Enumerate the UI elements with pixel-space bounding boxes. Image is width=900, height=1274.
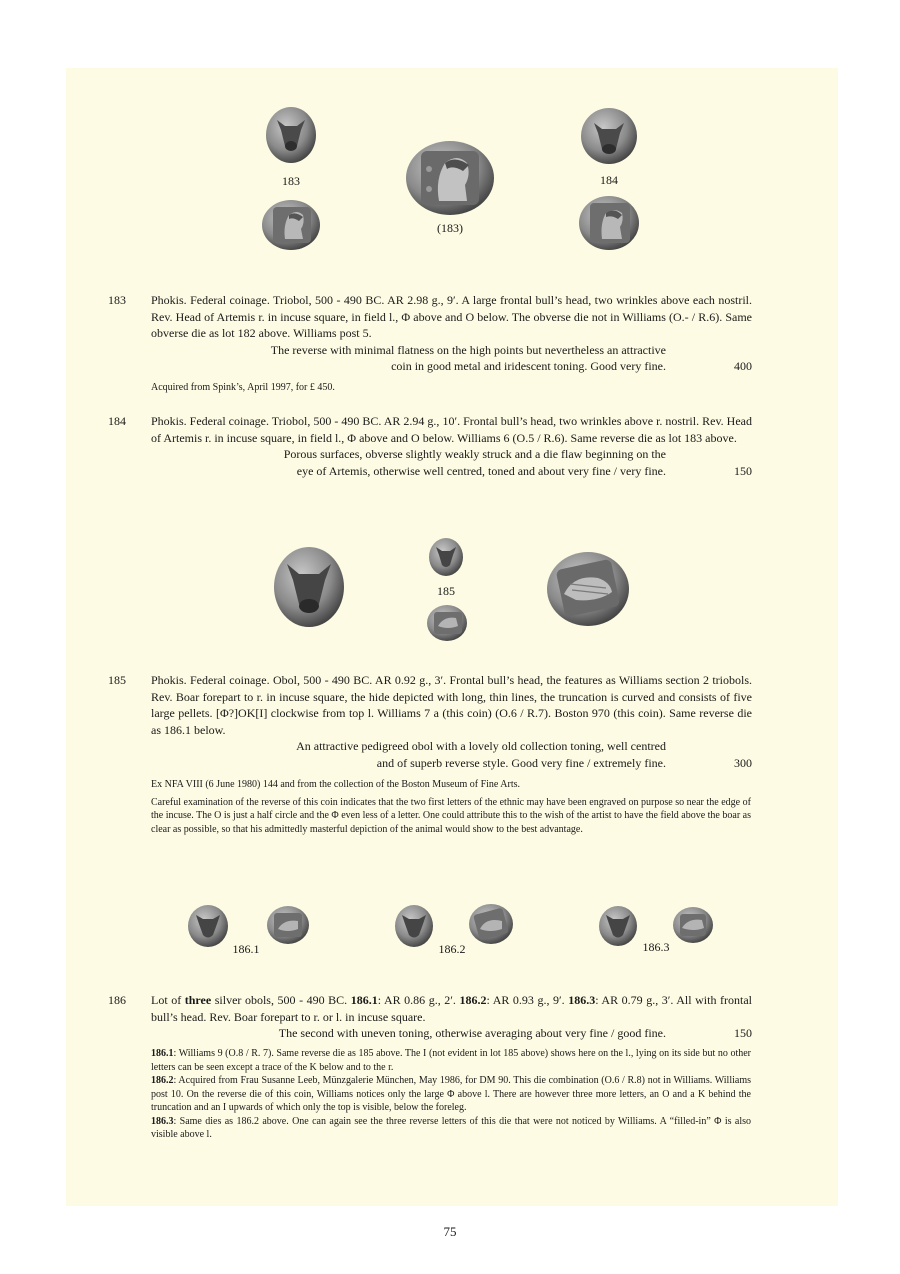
lot-184	[108, 413, 752, 479]
condition-line-1: Porous surfaces, obverse slightly weakly struck and a die flaw beginning on the	[283, 447, 666, 461]
sub-lot-label: 186.2	[459, 993, 487, 1007]
plate-label-186-3: 186.3	[642, 940, 670, 954]
condition-text: The second with uneven toning, otherwise averaging about very fine / good fine.	[278, 1026, 666, 1040]
desc-text: Lot of	[151, 993, 185, 1007]
lot-description: Phokis. Federal coinage. Obol, 500 - 490 BC. AR 0.92 g., 3′. Frontal bull’s head, the features as Williams section 2 triobols. Rev. Boar forepart to r. in incuse square, the hide depicted with long, thin lines, the truncation is curved and consists of five large pellets. [Φ?]OK[I] clockwise from top l. Williams 7 a (this coin) (O.6 / R.7). Boston 970 (this coin). Same reverse die as 186.1 below.	[151, 673, 752, 737]
desc-text: silver obols, 500 - 490 BC.	[211, 993, 351, 1007]
lot-185-commentary: Careful examination of the reverse of this coin indicates that the two first letters of the ethnic may have been engraved on purpose so near the edge of the incuse. The O is just a half circle and the Φ even less of a letter. One could attribute this to the wish of the artist to have the field above the boar as clear as possible, so that his admittedly masterful depiction of the animal would show to the best advantage.	[151, 796, 751, 835]
lot-number: 186	[108, 993, 126, 1007]
sub-lot-label: 186.3	[568, 993, 596, 1007]
page-number: 75	[443, 1224, 457, 1239]
sub-lot-text: : AR 0.93 g., 9′.	[486, 993, 569, 1007]
plate-label-184: 184	[600, 173, 618, 187]
sub-lot-text: : AR 0.86 g., 2′.	[377, 993, 460, 1007]
coin-186-3-reverse-image	[672, 906, 714, 944]
coin-184-reverse-image	[578, 195, 640, 251]
lot-number: 184	[108, 414, 126, 428]
coin-186-2-obverse-image	[394, 904, 434, 948]
estimate-price: 150	[734, 1026, 752, 1040]
lot-185	[108, 672, 752, 771]
lot-description	[151, 992, 752, 1025]
estimate-price: 150	[734, 463, 752, 478]
sub-lot-note-text: : Same dies as 186.2 above. One can again see the three reverse letters of this die that were not noticed by Williams. A “filled-in” Φ is also visible above l.	[151, 1115, 751, 1140]
sub-lot-note	[151, 1047, 751, 1074]
plate-label-183: 183	[282, 174, 300, 188]
coin-184-obverse-image	[580, 107, 638, 165]
lot-description: Phokis. Federal coinage. Triobol, 500 - 490 BC. AR 2.98 g., 9′. A large frontal bull’s head, two wrinkles above each nostril. Rev. Head of Artemis r. in incuse square, in field l., Φ above and O below. The obverse die not in Williams (O.- / R.6). Same obverse die as lot 182 above. Williams post 5.	[151, 293, 752, 340]
sub-lot-label: 186.1	[151, 1048, 174, 1059]
coin-186-2-reverse-image	[468, 903, 514, 945]
condition-line	[108, 1025, 752, 1042]
lot-186	[108, 992, 752, 1042]
condition-line-2	[108, 358, 752, 375]
coin-185-reverse-enlarged-image	[546, 550, 630, 628]
coin-183-reverse-image	[261, 199, 321, 251]
sub-lot-note	[151, 1074, 751, 1115]
condition-line-1: The reverse with minimal flatness on the high points but nevertheless an attractive	[270, 342, 666, 357]
sub-lot-label: 186.1	[350, 993, 378, 1007]
desc-emphasis: three	[184, 993, 212, 1007]
lot-number: 185	[108, 673, 126, 687]
lot-185-provenance-note: Ex NFA VIII (6 June 1980) 144 and from the collection of the Boston Museum of Fine Arts.	[151, 779, 521, 790]
lot-number: 183	[108, 293, 126, 307]
coin-185-obverse-image	[428, 537, 464, 577]
sub-lot-note-text: : Williams 9 (O.8 / R. 7). Same reverse die as 185 above. The I (not evident in lot 185 above) shows here on the l., lying on its side but no other letters can be seen except a trace of the K below and to the r.	[151, 1048, 751, 1073]
coin-183-reverse-enlarged-image	[405, 139, 495, 217]
estimate-price: 400	[734, 359, 752, 373]
condition-text: and of superb reverse style. Good very fine / extremely fine.	[376, 755, 666, 770]
coin-186-3-obverse-image	[598, 905, 638, 947]
condition-line-2	[108, 755, 752, 772]
coin-185-reverse-image	[426, 604, 468, 642]
lot-185-notes	[151, 778, 751, 840]
sub-lot-note	[151, 1115, 751, 1142]
plate-label-185: 185	[437, 584, 455, 598]
estimate-price: 300	[734, 755, 752, 770]
sub-lot-text: : AR 0.79 g., 3′. All with frontal bull’s head. Rev. Boar forepart to r. or l. in incuse square.	[151, 993, 753, 1024]
lot-183-provenance-note: Acquired from Spink’s, April 1997, for £ 450.	[151, 382, 335, 393]
plate-label-183-enlarged: (183)	[437, 221, 463, 235]
plate-label-186-1: 186.1	[232, 942, 260, 956]
coin-186-1-reverse-image	[266, 905, 310, 945]
sub-lot-note-text: : Acquired from Frau Susanne Leeb, Münzgalerie München, May 1986, for DM 90. This die combination (O.6 / R.8) not in Williams. Williams post 10. On the reverse die of this coin, Williams notices only the large Φ above l. There are however three more letters, an O and a K behind the truncation and an I upwards of which only the top is visible, below the foreleg.	[151, 1075, 751, 1113]
sub-lot-label: 186.2	[151, 1075, 174, 1086]
sub-lot-label: 186.3	[151, 1115, 174, 1127]
coin-186-1-obverse-image	[187, 904, 229, 948]
lot-186-notes	[151, 1047, 751, 1142]
condition-line-1: An attractive pedigreed obol with a lovely old collection toning, well centred	[296, 739, 666, 753]
plate-label-186-2: 186.2	[438, 942, 466, 956]
condition-text: eye of Artemis, otherwise well centred, toned and about very fine / very fine.	[296, 463, 666, 478]
condition-text: coin in good metal and iridescent toning. Good very fine.	[391, 359, 666, 373]
lot-183	[108, 292, 752, 375]
coin-185-obverse-enlarged-image	[273, 546, 345, 628]
lot-description: Phokis. Federal coinage. Triobol, 500 - 490 BC. AR 2.94 g., 10′. Frontal bull’s head, two wrinkles above r. nostril. Rev. Head of Artemis r. in incuse square, in field l., Φ above and O below. Williams 6 (O.5 / R.6). Same reverse die as lot 183 above.	[151, 414, 752, 445]
condition-line-2	[108, 463, 752, 480]
coin-183-obverse-image	[265, 106, 317, 164]
